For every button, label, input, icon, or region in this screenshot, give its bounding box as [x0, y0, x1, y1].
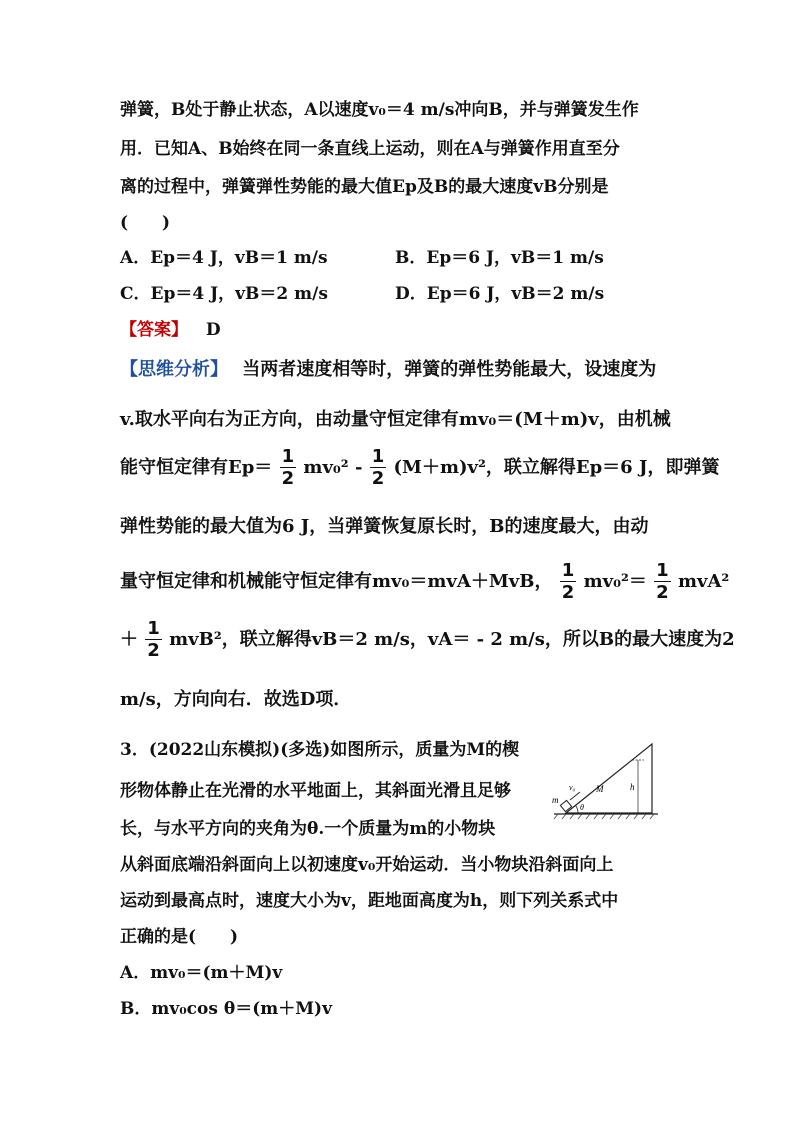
- answer-value: D: [205, 320, 221, 340]
- q3-stem-line-4: 从斜面底端沿斜面向上以初速度v₀开始运动．当小物块沿斜面向上: [120, 855, 614, 875]
- analysis-text-5c: mvA²: [677, 571, 730, 592]
- fraction-numerator: 1: [371, 446, 385, 467]
- analysis-text-6a: ＋: [120, 629, 138, 650]
- analysis-line-2: v.取水平向右为正方向，由动量守恒定律有mv₀＝(M＋m)v，由机械: [120, 409, 671, 430]
- fraction-denominator: 2: [147, 640, 160, 661]
- wedge-body: [566, 744, 652, 813]
- analysis-line-3: [120, 448, 719, 488]
- ground-hatching: [554, 814, 654, 819]
- analysis-line-7: m/s，方向向右．故选D项．: [120, 689, 352, 710]
- fraction-half: [145, 620, 162, 660]
- fraction-half: [280, 448, 297, 488]
- analysis-tag: 【思维分析】: [120, 359, 228, 380]
- q2-stem-line-3: 离的过程中，弹簧弹性势能的最大值Ep及B的最大速度vB分别是: [120, 177, 609, 197]
- q3-stem-line-3: 长，与水平方向的夹角为θ.一个质量为m的小物块: [120, 819, 496, 839]
- fraction-half: [654, 562, 671, 602]
- fraction-half: [560, 562, 577, 602]
- fraction-numerator: 1: [281, 446, 295, 467]
- label-h: h: [630, 782, 635, 792]
- answer-tag: 【答案】: [120, 320, 188, 340]
- q2-option-c: C．Ep＝4 J，vB＝2 m/s: [120, 284, 328, 304]
- analysis-text-5b: mv₀²＝: [583, 571, 647, 592]
- fraction-numerator: 1: [147, 618, 160, 639]
- q2-option-b: B．Ep＝6 J，vB＝1 m/s: [395, 248, 604, 268]
- q2-stem-line-4: ( ): [120, 213, 171, 233]
- fraction-numerator: 1: [561, 560, 575, 581]
- fraction-denominator: 2: [281, 468, 295, 489]
- q2-option-a: A．Ep＝4 J，vB＝1 m/s: [120, 248, 328, 268]
- analysis-text-6b: mvB²，联立解得vB＝2 m/s，vA＝ - 2 m/s，所以B的最大速度为2: [169, 629, 735, 650]
- fraction-denominator: 2: [656, 582, 669, 603]
- analysis-text-3b: mv₀² -: [303, 457, 363, 478]
- q2-stem-line-1: 弹簧，B处于静止状态，A以速度v₀＝4 m/s冲向B，并与弹簧发生作: [120, 100, 639, 120]
- analysis-text-5a: 量守恒定律和机械能守恒定律有mv₀＝mvA＋MvB，: [120, 571, 553, 592]
- fraction-half: [370, 448, 387, 488]
- answer-line: [120, 315, 221, 340]
- q3-stem-line-5: 运动到最高点时，速度大小为v，距地面高度为h，则下列关系式中: [120, 891, 619, 911]
- label-m: m: [552, 795, 559, 805]
- q3-stem-line-2: 形物体静止在光滑的水平地面上，其斜面光滑且足够: [120, 781, 511, 801]
- analysis-text-3c: (M＋m)v²，联立解得Ep＝6 J，即弹簧: [393, 457, 720, 478]
- fraction-numerator: 1: [656, 560, 669, 581]
- analysis-line-4: 弹性势能的最大值为6 J，当弹簧恢复原长时，B的速度最大，由动: [120, 516, 649, 537]
- analysis-line-5: [120, 562, 729, 602]
- analysis-text-1: 当两者速度相等时，弹簧的弹性势能最大，设速度为: [242, 359, 657, 380]
- analysis-line-1: [120, 355, 656, 381]
- analysis-text-3a: 能守恒定律有Ep＝: [120, 457, 273, 478]
- label-v0: v₀: [569, 783, 576, 792]
- q3-stem-line-1: 3．(2022山东模拟)(多选)如图所示，质量为M的楔: [120, 740, 520, 760]
- q3-option-a: A．mv₀＝(m＋M)v: [120, 963, 283, 983]
- fraction-denominator: 2: [561, 582, 575, 603]
- q3-option-b: B．mv₀cos θ＝(m＋M)v: [120, 999, 332, 1019]
- label-theta: θ: [580, 803, 584, 812]
- wedge-diagram: [548, 740, 660, 820]
- q2-option-d: D．Ep＝6 J，vB＝2 m/s: [395, 284, 605, 304]
- q2-stem-line-2: 用．已知A、B始终在同一条直线上运动，则在A与弹簧作用直至分: [120, 139, 620, 159]
- q3-stem-line-6: 正确的是( ): [120, 927, 239, 947]
- velocity-arrow: [570, 792, 580, 800]
- analysis-line-6: [120, 620, 735, 660]
- fraction-denominator: 2: [371, 468, 385, 489]
- label-M: M: [596, 784, 604, 794]
